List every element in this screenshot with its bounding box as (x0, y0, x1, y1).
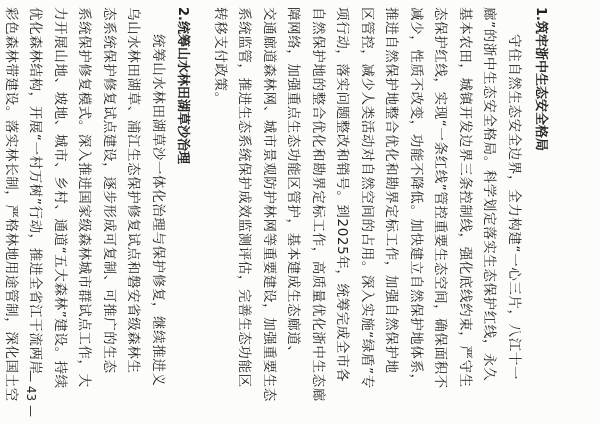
paragraph-line: 障网络，加强重点生态功能区管护，基本建成生态廊道、 (285, 7, 302, 360)
section-heading: 2.统筹山水林田湖草沙治理 (175, 7, 190, 164)
paragraph-line: 项行动，落实问题整改和销号。到2025年，统筹完成全市各 (334, 7, 351, 383)
paragraph-line: 态保护红线，实现“一条红线”管控重要生态空间，确保面积不 (432, 7, 449, 389)
section-paragraph (208, 7, 527, 417)
paragraph-line: 廊”的浙中生态安全格局。科学划定落实生态保护红线，永久 (481, 7, 498, 382)
section-paragraph (0, 7, 170, 417)
paragraph-line: 彩色森林带建设。落实林长制，严格林地用途管制，深化国土空 (3, 7, 19, 402)
paragraph-line: 优化森林结构，开展“一村万树”行动，推进全省江干流两岸 (27, 7, 44, 375)
paragraph-line: 交通廊道森林网、城市景观防护林网等重要建设，加强重要生态 (261, 7, 277, 402)
paragraph-line: 系统监管，推进生态系统保护成效监测评估，完善生态功能区 (236, 7, 253, 388)
paragraph-line: 统筹山水林田湖草沙一体化治理与保护修复，继续推进义 (150, 34, 166, 387)
paragraph-line: 减少，性质不改变，功能不降低。加快建立自然保护地体系， (408, 7, 424, 388)
paragraph-line: 力开展山地、坡地、城市、乡村、通道“五大森林”建设。持续 (52, 7, 68, 389)
section-heading: 1.筑牢浙中生态安全格局 (533, 7, 548, 151)
paragraph-line: 态系统保护修复试点建设，逐步形成可复制、可推广的生态 (101, 7, 117, 374)
rotated-page (3, 7, 580, 417)
paragraph-line: 转移支付政策。 (212, 7, 228, 106)
paragraph-line: 推进自然保护地整合优化和勘界定标工作，加强自然保护地 (383, 7, 400, 374)
paragraph-line: 守住自然生态安全边界，全力构建“一心三片，八江十一 (506, 34, 522, 380)
paragraph-line: 系统保护修复模式。深入推进国家级森林城市群试点工作，大 (76, 7, 93, 388)
document-body (3, 7, 580, 417)
paragraph-line: 自然保护地的整合优化和勘界定标工作，高质量优化浙中生态廊 (310, 7, 326, 402)
paragraph-line: 乌山水林田湖草、浦江生态保护修复试点和磐安省级森林生 (125, 7, 142, 374)
paragraph-line: 基本农田，城镇开发边界三条控制线，强化底线约束，严守生 (457, 7, 473, 388)
page-number: — 43 — (24, 370, 38, 417)
paragraph-line: 区管控，减少人类活动对自然空间的占用。深入实施“绿盾”专 (359, 7, 375, 389)
